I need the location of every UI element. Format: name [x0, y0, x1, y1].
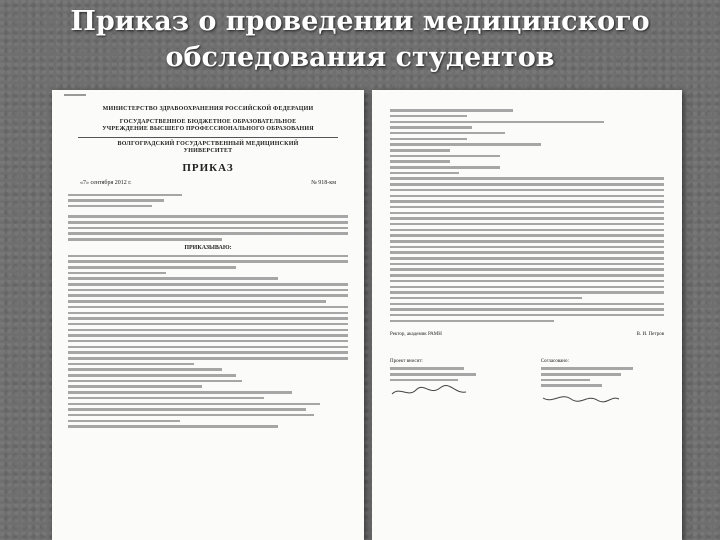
rector-label: Ректор, академик РАМН — [390, 332, 442, 338]
agreed-label: Согласовано: — [540, 359, 569, 365]
document-type: ПРИКАЗ — [182, 161, 234, 174]
slide-title-line-2: обследования студентов — [165, 42, 555, 73]
institution-line-1: ГОСУДАРСТВЕННОЕ БЮДЖЕТНОЕ ОБРАЗОВАТЕЛЬНОЕ — [119, 118, 297, 125]
order-date: «7» сентября 2012 г. — [80, 179, 132, 186]
signature-right — [541, 390, 621, 404]
department-list — [390, 109, 664, 174]
order-command: ПРИКАЗЫВАЮ: — [184, 244, 232, 251]
slide-title-line-1: Приказ о проведении медицинского — [70, 6, 650, 37]
header-divider — [78, 137, 338, 138]
order-items — [68, 255, 348, 428]
signature-left — [390, 384, 470, 398]
institution-line-2: УЧРЕЖДЕНИЕ ВЫСШЕГО ПРОФЕССИОНАЛЬНОГО ОБРАЗОВАНИЯ — [102, 126, 314, 132]
rector-name: В. И. Петров — [636, 332, 664, 338]
page-mark — [64, 94, 86, 96]
ministry-header: МИНИСТЕРСТВО ЗДРАВООХРАНЕНИЯ РОССИЙСКОЙ ФЕДЕРАЦИИ — [102, 106, 314, 112]
university-line-1: ВОЛГОГРАДСКИЙ ГОСУДАРСТВЕННЫЙ МЕДИЦИНСКИЙ — [117, 140, 299, 147]
preamble-text — [68, 215, 348, 240]
rector-signature-row — [390, 332, 664, 337]
order-items-continued — [390, 177, 664, 322]
approval-block — [390, 359, 664, 406]
university-line-2: УНИВЕРСИТЕТ — [183, 148, 233, 154]
order-number: № 918-км — [311, 179, 336, 186]
slide-title — [0, 4, 720, 76]
project-label: Проект вносит: — [390, 359, 423, 365]
order-subject — [68, 194, 188, 208]
document-page-left — [52, 90, 364, 540]
document-page-right — [372, 90, 682, 540]
